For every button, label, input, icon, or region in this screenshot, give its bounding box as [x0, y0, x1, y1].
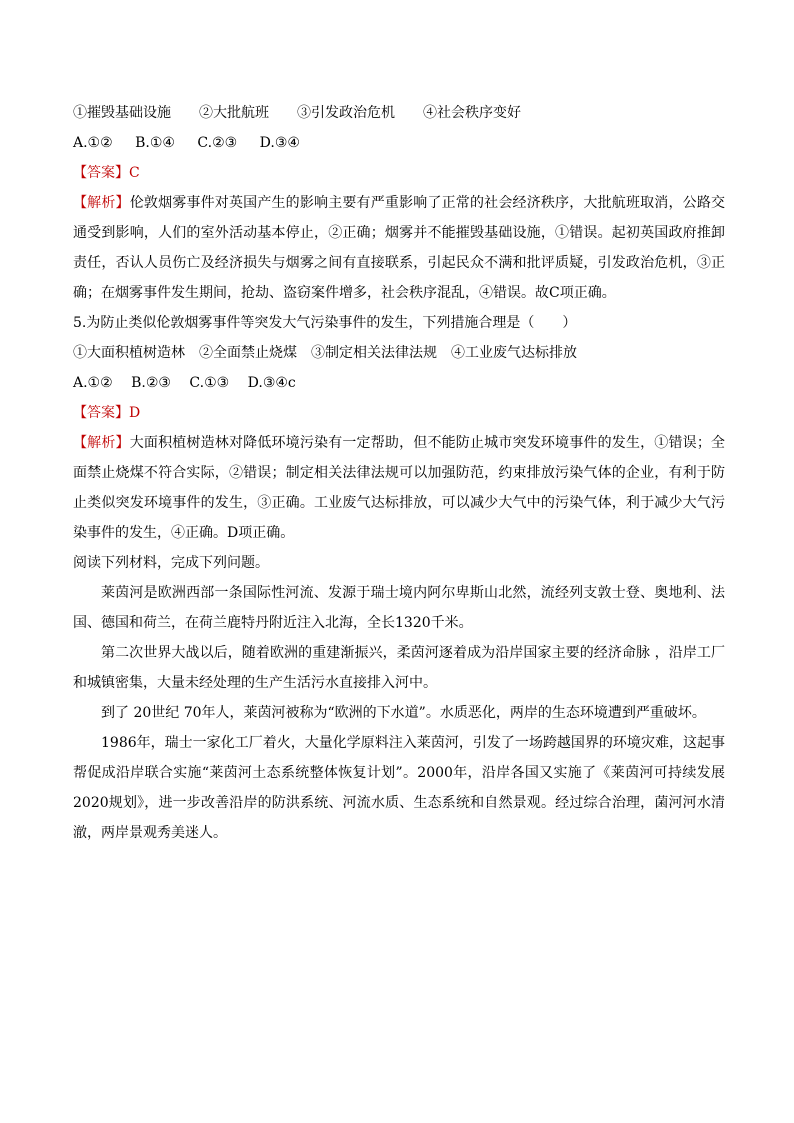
q5-answer: [73, 398, 725, 428]
q4-analysis: [73, 188, 725, 308]
reading-intro: 阅读下列材料，完成下列问题。: [73, 555, 269, 571]
q4-option-d: D.③④: [259, 135, 300, 151]
q5-items: ①大面积植树造林 ②全面禁止烧煤 ③制定相关法律法规 ④工业废气达标排放: [73, 345, 577, 361]
q4-answer: [73, 158, 725, 188]
reading-paragraph: 1986年，瑞士一家化工厂着火，大量化学原料注入莱茵河，引发了一场跨越国界的环境灾难，这起事帮促成沿岸联合实施“莱茵河土态系统整体恢复计划”。2000年，沿岸各国又实施了《莱茵河可持续发展 2020规划》，进一步改善沿岸的防洪系统、河流水质、生态系统和自然景观。经过综合治理，菌河河水清澈，两岸景观秀美迷人。: [73, 735, 725, 841]
q4-options: [73, 128, 725, 158]
q5-analysis: [73, 428, 725, 548]
analysis-tag: 【解析】: [73, 435, 130, 451]
q5-option-d: D.③④c: [247, 375, 296, 391]
q4-option-b: B.①④: [135, 135, 175, 151]
q5-stem: 5.为防止类似伦敦烟雾事件等突发大气污染事件的发生，下列措施合理是（ ）: [73, 315, 577, 331]
q5-options: [73, 368, 725, 398]
reading-paragraph: 莱茵河是欧洲西部一条国际性河流、发源于瑞士境内阿尔卑斯山北然，流经列支敦士登、奥地利、法国、德国和荷兰，在荷兰鹿特丹附近注入北海，全长1320千米。: [73, 585, 725, 631]
answer-tag: 【答案】: [73, 405, 129, 421]
document-page: [73, 98, 725, 848]
q5-option-b: B.②③: [131, 375, 171, 391]
reading-paragraph: 到了 20世纪 70年人，莱茵河被称为“欧洲的下水道”。水质恶化，两岸的生态环境遭到严重破坏。: [101, 705, 706, 721]
analysis-text: 伦敦烟雾事件对英国产生的影响主要有严重影响了正常的社会经济秩序，大批航班取消，公路交通受到影响，人们的室外活动基本停止，②正确；烟雾并不能摧毁基础设施，①错误。起初英国政府推卸责任，否认人员伤亡及经济损失与烟雾之间有直接联系，引起民众不满和批评质疑，引发政治危机，③正确；在烟雾事件发生期间，抢劫、盗窃案件增多，社会秩序混乱，④错误。故C项正确。: [73, 195, 726, 301]
q4-option-a: A.①②: [73, 135, 113, 151]
answer-tag: 【答案】: [73, 165, 129, 181]
answer-value: C: [129, 165, 140, 181]
reading-paragraph: 第二次世界大战以后，随着欧洲的重建渐振兴，柔茵河逐着成为沿岸国家主要的经济命脉 ，沿岸工厂和城镇密集，大量未经处理的生产生活污水直接排入河中。: [73, 645, 725, 691]
q5-option-a: A.①②: [73, 375, 113, 391]
answer-value: D: [129, 405, 141, 421]
q4-items: ①摧毁基础设施 ②大批航班 ③引发政治危机 ④社会秩序变好: [73, 105, 521, 121]
analysis-text: 大面积植树造林对降低环境污染有一定帮助，但不能防止城市突发环境事件的发生，①错误；全面禁止烧煤不符合实际，②错误；制定相关法律法规可以加强防范，约束排放污染气体的企业，有利于防止类似突发环境事件的发生，③正确。工业废气达标排放，可以减少大气中的污染气体，利于减少大气污染事件的发生，④正确。D项正确。: [73, 435, 726, 541]
q4-option-c: C.②③: [197, 135, 238, 151]
q5-option-c: C.①③: [189, 375, 230, 391]
analysis-tag: 【解析】: [73, 195, 130, 211]
